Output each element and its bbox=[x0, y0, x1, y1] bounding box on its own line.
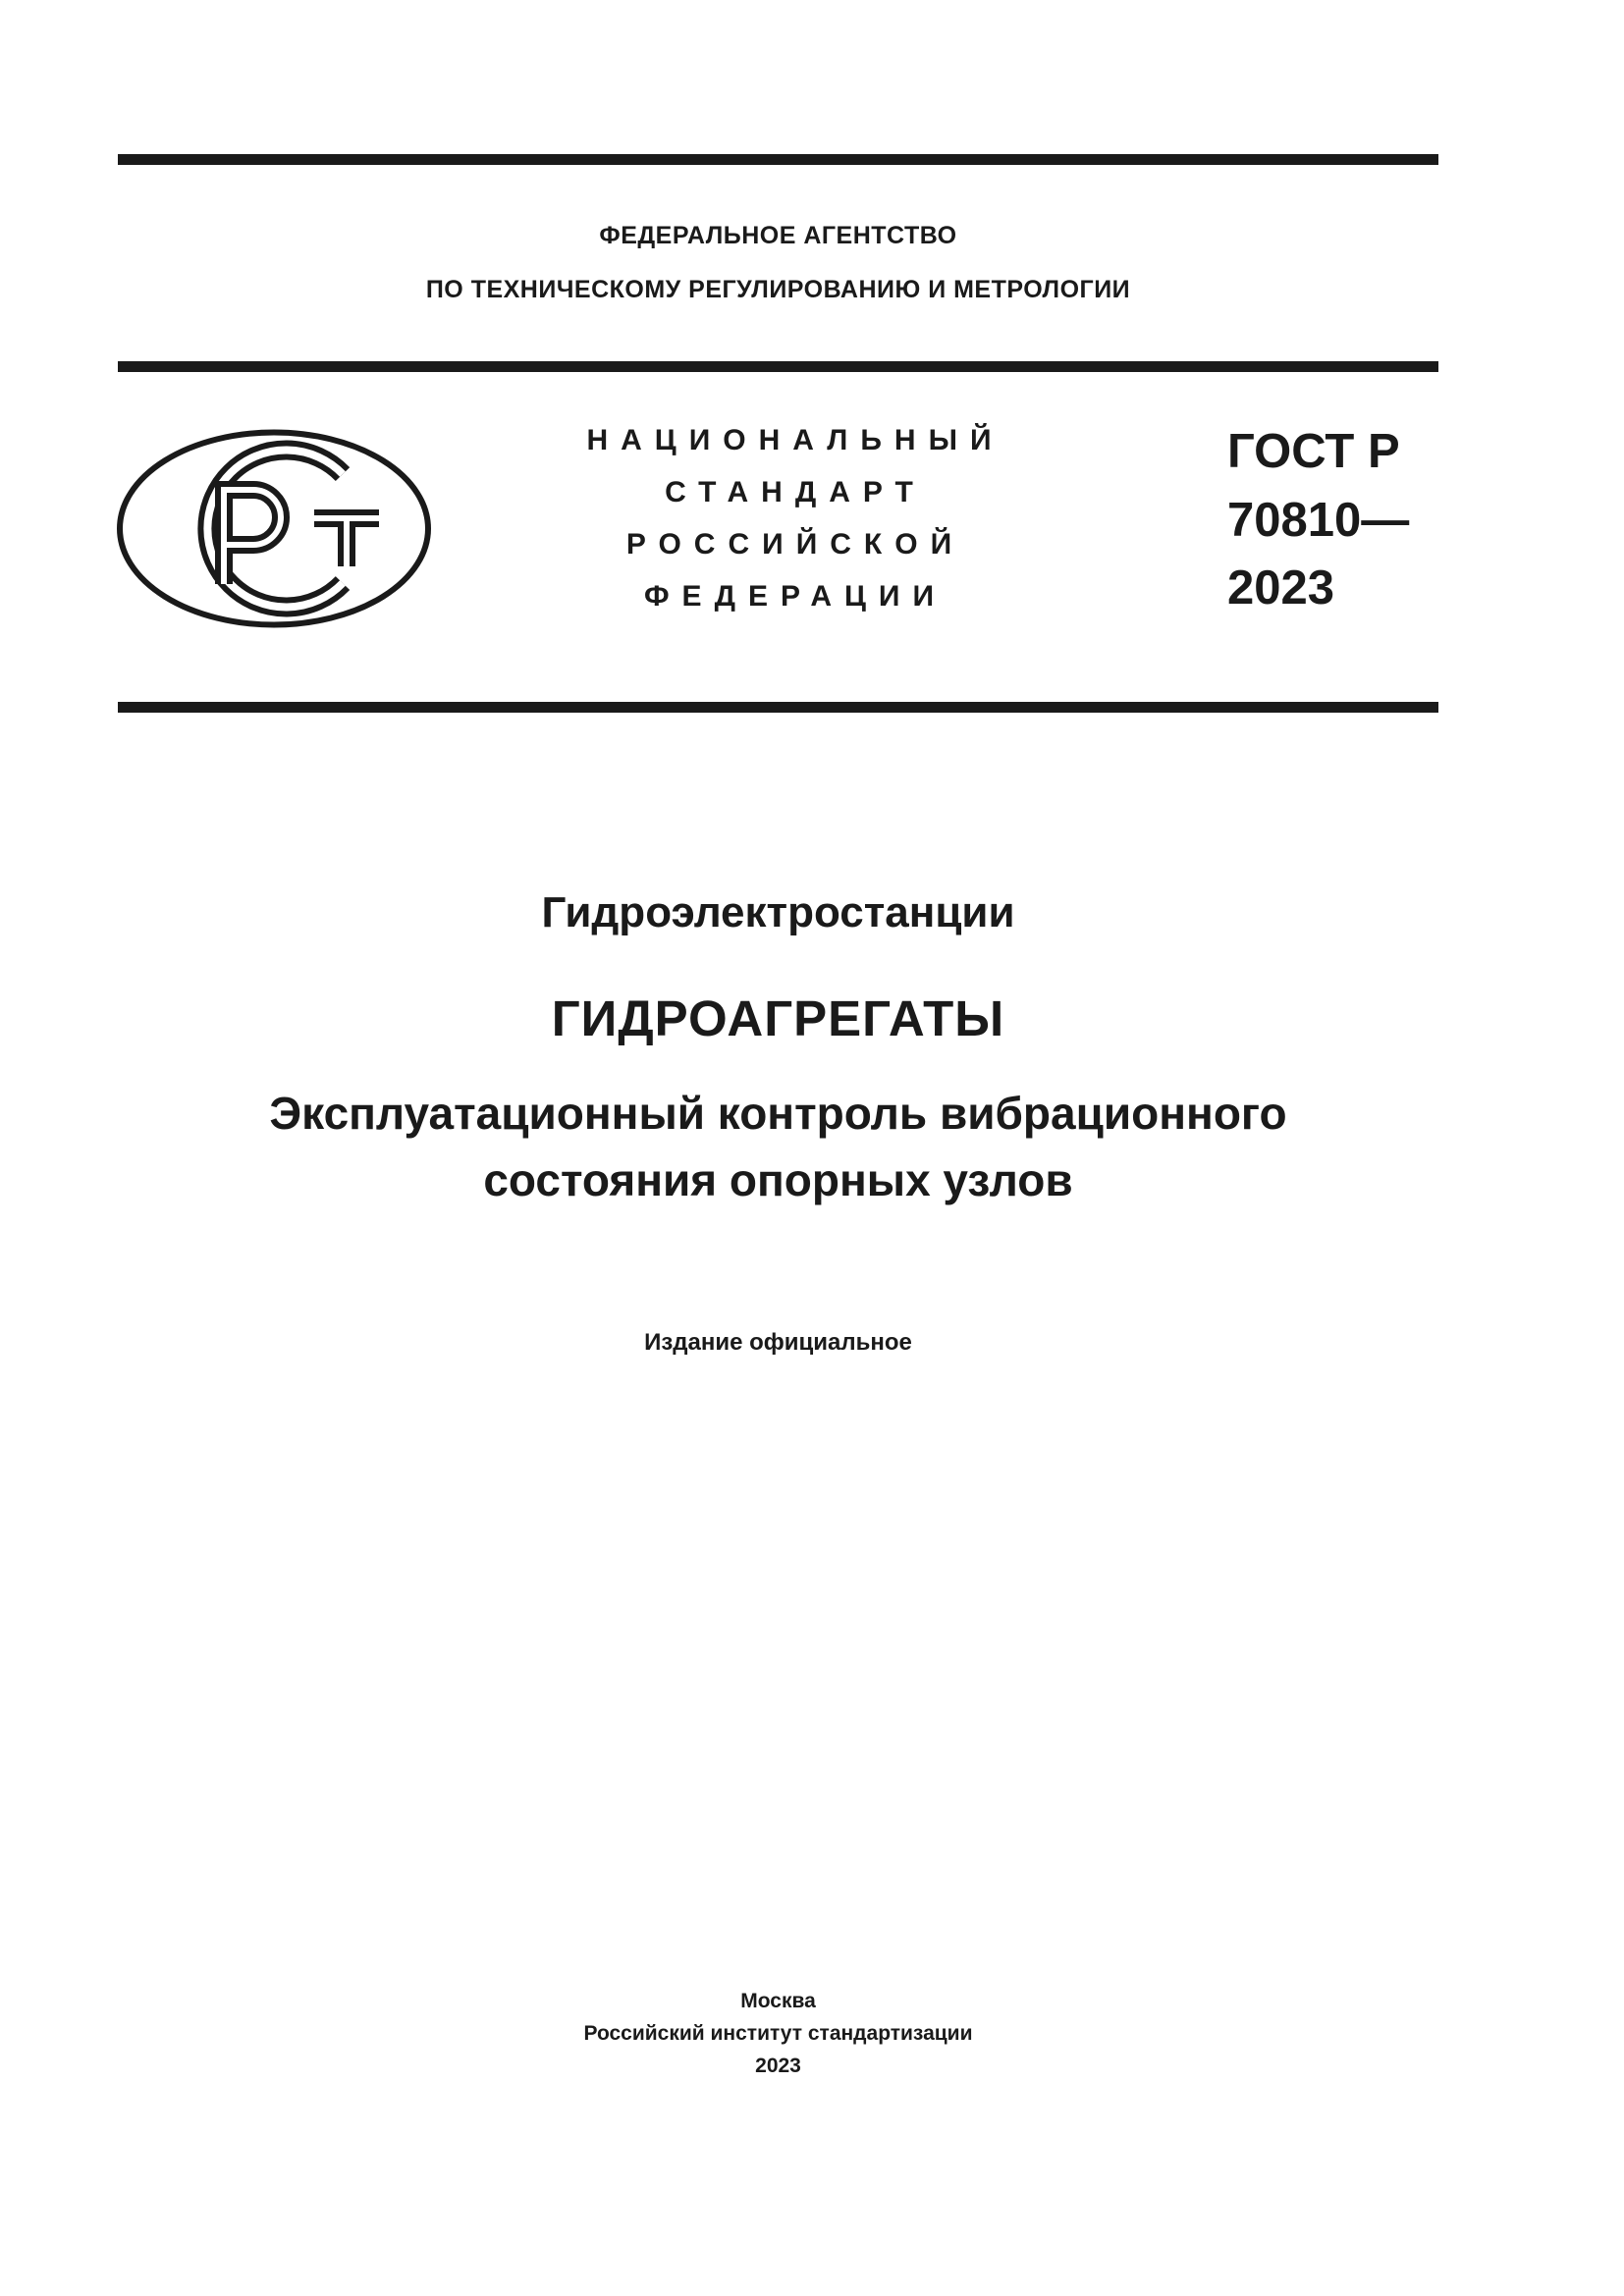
title-detail-line-1: Эксплуатационный контроль вибрационного bbox=[269, 1088, 1287, 1139]
gost-line: ГОСТ Р bbox=[1227, 425, 1400, 478]
top-rule bbox=[118, 154, 1438, 165]
rst-logo-icon bbox=[116, 429, 432, 628]
edition-label: Издание официальное bbox=[644, 1329, 912, 1356]
gost-line: 70810— bbox=[1227, 494, 1410, 547]
title-detail-line-2: состояния опорных узлов bbox=[483, 1154, 1073, 1205]
standard-type-line: РОССИЙСКОЙ bbox=[625, 528, 965, 561]
gost-line: 2023 bbox=[1227, 561, 1335, 614]
standard-type-line: НАЦИОНАЛЬНЫЙ bbox=[586, 424, 1004, 456]
publisher-city: Москва bbox=[740, 1990, 816, 2012]
agency-line-1: ФЕДЕРАЛЬНОЕ АГЕНТСТВО bbox=[599, 222, 957, 249]
title-main: ГИДРОАГРЕГАТЫ bbox=[551, 990, 1005, 1046]
title-subject: Гидроэлектростанции bbox=[541, 888, 1015, 936]
standard-type-line: ФЕДЕРАЦИИ bbox=[643, 580, 947, 613]
standard-type-line: СТАНДАРТ bbox=[665, 476, 926, 508]
middle-rule bbox=[118, 361, 1438, 372]
publisher-name: Российский институт стандартизации bbox=[583, 2022, 973, 2045]
publication-year: 2023 bbox=[755, 2055, 801, 2077]
bottom-rule bbox=[118, 702, 1438, 713]
agency-line-2: ПО ТЕХНИЧЕСКОМУ РЕГУЛИРОВАНИЮ И МЕТРОЛОГИИ bbox=[425, 276, 1131, 303]
